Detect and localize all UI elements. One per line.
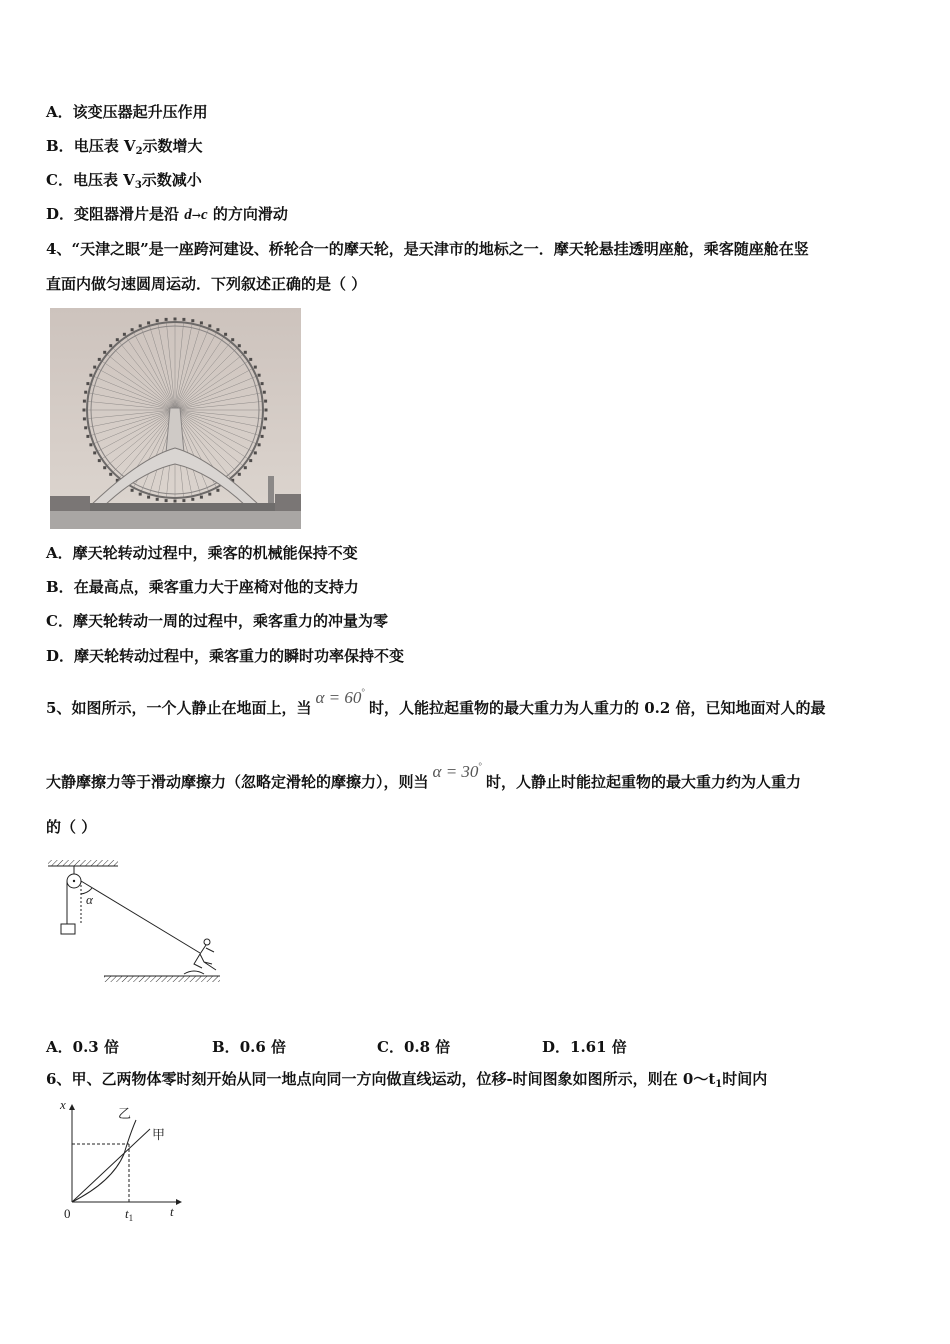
degree-symbol: °	[478, 761, 483, 771]
option-text: 示数减小	[141, 171, 202, 189]
wheel-cabin	[182, 499, 185, 502]
wheel-cabin	[139, 493, 142, 496]
option-text: 0.8 倍	[403, 1038, 451, 1056]
option-text: 0.3 倍	[72, 1038, 119, 1056]
wheel-cabin	[224, 333, 227, 336]
question-text: 时，人静止时能拉起重物的最大重力约为人重力	[486, 773, 802, 791]
wheel-cabin	[249, 358, 252, 361]
variable: d	[184, 207, 192, 223]
option-text: 1.61 倍	[570, 1038, 627, 1056]
wheel-cabin	[258, 443, 261, 446]
q5-stem-line3	[46, 817, 96, 837]
option-letter: D．	[46, 205, 75, 223]
option-letter: D．	[46, 647, 75, 665]
q5-option-b	[212, 1036, 286, 1057]
angle-value: α = 60	[315, 688, 362, 707]
option-text: 电压表 V	[73, 137, 136, 155]
wheel-cabin	[86, 435, 89, 438]
option-letter: C．	[46, 612, 73, 630]
curve-yi-label: 乙	[118, 1107, 132, 1122]
wheel-cabin	[208, 493, 211, 496]
wheel-cabin	[244, 466, 247, 469]
q3-option-b	[46, 136, 203, 162]
question-text: 的（ ）	[46, 818, 97, 836]
wheel-cabin	[83, 400, 86, 403]
wheel-cabin	[93, 366, 96, 369]
wheel-cabin	[258, 374, 261, 377]
wheel-cabin	[131, 328, 134, 331]
wheel-cabin	[139, 324, 142, 327]
option-letter: A．	[46, 544, 73, 562]
subscript: 2	[135, 146, 143, 157]
option-text: 该变压器起升压作用	[72, 103, 208, 121]
degree-symbol: °	[361, 687, 365, 697]
q3-option-d	[46, 204, 288, 226]
question-text: 如图所示，一个人静止在地面上，当	[71, 699, 312, 717]
angle-formula	[433, 762, 483, 781]
wheel-cabin	[116, 338, 119, 341]
q5-stem-line2	[46, 761, 802, 792]
wheel-cabin	[98, 358, 101, 361]
q4-stem-line2	[46, 274, 366, 294]
option-letter: B．	[46, 578, 74, 596]
option-text: 摩天轮转动过程中，乘客的机械能保持不变	[72, 544, 358, 562]
q3-option-c	[46, 170, 202, 196]
wheel-cabin	[165, 318, 168, 321]
option-text: 电压表 V	[72, 171, 135, 189]
wheel-cabin	[238, 473, 241, 476]
question-text: 甲、乙两物体零时刻开始从同一地点向同一方向做直线运动，位移-时间图象如图所示，则在 0～t	[71, 1070, 716, 1088]
alpha-label: α	[86, 892, 93, 907]
option-text: 的方向滑动	[207, 205, 288, 223]
wheel-cabin	[174, 318, 177, 321]
q5-option-a	[46, 1036, 119, 1057]
wheel-cabin	[261, 435, 264, 438]
line-jia-label: 甲	[152, 1128, 166, 1143]
wheel-cabin	[147, 496, 150, 499]
option-text: 摩天轮转动一周的过程中，乘客重力的冲量为零	[72, 612, 388, 630]
option-letter: A．	[46, 1038, 73, 1056]
wheel-cabin	[89, 443, 92, 446]
wheel-cabin	[174, 500, 177, 503]
wheel-cabin	[131, 489, 134, 492]
wheel-cabin	[238, 344, 241, 347]
subscript: 1	[715, 1079, 723, 1090]
t1-label: $t_1$	[125, 1206, 134, 1223]
option-text: 在最高点，乘客重力大于座椅对他的支持力	[73, 578, 359, 596]
variable: c	[200, 207, 208, 223]
wheel-cabin	[249, 459, 252, 462]
q4-stem-line1	[46, 239, 809, 259]
option-text: 示数增大	[142, 137, 203, 155]
wheel-cabin	[263, 426, 266, 429]
question-number: 6、	[46, 1070, 72, 1088]
wheel-cabin	[264, 417, 267, 420]
wheel-cabin	[83, 417, 86, 420]
wheel-cabin	[86, 382, 89, 385]
wheel-cabin	[109, 344, 112, 347]
question-text: 时，人能拉起重物的最大重力为人重力的 0.2 倍，已知地面对人的最	[368, 699, 826, 717]
q5-stem-line1	[46, 687, 826, 718]
wheel-cabin	[264, 400, 267, 403]
wheel-cabin	[165, 499, 168, 502]
question-text: “天津之眼”是一座跨河建设、桥轮合一的摩天轮，是天津市的地标之一．摩天轮悬挂透明座舱，乘客随座舱在竖	[71, 240, 809, 258]
origin-label: 0	[64, 1206, 71, 1221]
option-letter: C．	[377, 1038, 404, 1056]
option-text: 0.6 倍	[239, 1038, 287, 1056]
question-text: 时间内	[722, 1070, 768, 1088]
wheel-cabin	[123, 333, 126, 336]
option-letter: C．	[46, 171, 73, 189]
wheel-cabin	[103, 351, 106, 354]
question-text: 直面内做匀速圆周运动．下列叙述正确的是（ ）	[46, 275, 367, 293]
wheel-cabin	[103, 466, 106, 469]
wheel-cabin	[263, 391, 266, 394]
option-letter: B．	[212, 1038, 240, 1056]
wheel-cabin	[244, 351, 247, 354]
x-axis-label: x	[60, 1097, 66, 1112]
wheel-cabin	[83, 409, 86, 412]
q3-option-a	[46, 102, 208, 122]
wheel-cabin	[254, 451, 257, 454]
t-axis-label: t	[170, 1204, 174, 1219]
angle-formula	[315, 688, 365, 707]
wheel-cabin	[208, 324, 211, 327]
wheel-cabin	[98, 459, 101, 462]
option-text: 摩天轮转动过程中，乘客重力的瞬时功率保持不变	[74, 647, 405, 665]
xt-graph	[52, 1096, 192, 1224]
option-letter: B．	[46, 137, 74, 155]
wheel-cabin	[182, 318, 185, 321]
wheel-cabin	[109, 473, 112, 476]
q4-option-c	[46, 611, 388, 631]
q4-option-b	[46, 577, 359, 597]
question-number: 4、	[46, 240, 72, 258]
wheel-cabin	[231, 338, 234, 341]
wheel-cabin	[261, 382, 264, 385]
wheel-cabin	[93, 451, 96, 454]
q4-option-a	[46, 543, 358, 563]
q5-option-c	[377, 1036, 450, 1057]
wheel-cabin	[89, 374, 92, 377]
wheel-cabin	[191, 498, 194, 501]
wheel-cabin	[147, 321, 150, 324]
wheel-cabin	[156, 319, 159, 322]
wheel-cabin	[265, 409, 268, 412]
option-letter: A．	[46, 103, 73, 121]
pulley-figure	[44, 856, 224, 988]
wheel-cabin	[254, 366, 257, 369]
wheel-cabin	[200, 496, 203, 499]
option-letter: D．	[542, 1038, 571, 1056]
q5-option-d	[542, 1036, 627, 1057]
wheel-cabin	[156, 498, 159, 501]
arrow: →	[191, 209, 201, 222]
question-number: 5、	[46, 699, 72, 717]
wheel-cabin	[200, 321, 203, 324]
ferris-wheel-photo	[50, 308, 301, 529]
wheel-cabin	[216, 489, 219, 492]
wheel-cabin	[216, 328, 219, 331]
q4-option-d	[46, 646, 404, 666]
question-text: 大静摩擦力等于滑动摩擦力（忽略定滑轮的摩擦力），则当	[46, 773, 429, 791]
option-text: 变阻器滑片是沿	[74, 205, 185, 223]
q6-stem	[46, 1069, 767, 1095]
wheel-cabin	[84, 426, 87, 429]
wheel-cabin	[84, 391, 87, 394]
angle-value: α = 30	[432, 762, 479, 781]
wheel-cabin	[191, 319, 194, 322]
subscript: 3	[134, 180, 142, 191]
